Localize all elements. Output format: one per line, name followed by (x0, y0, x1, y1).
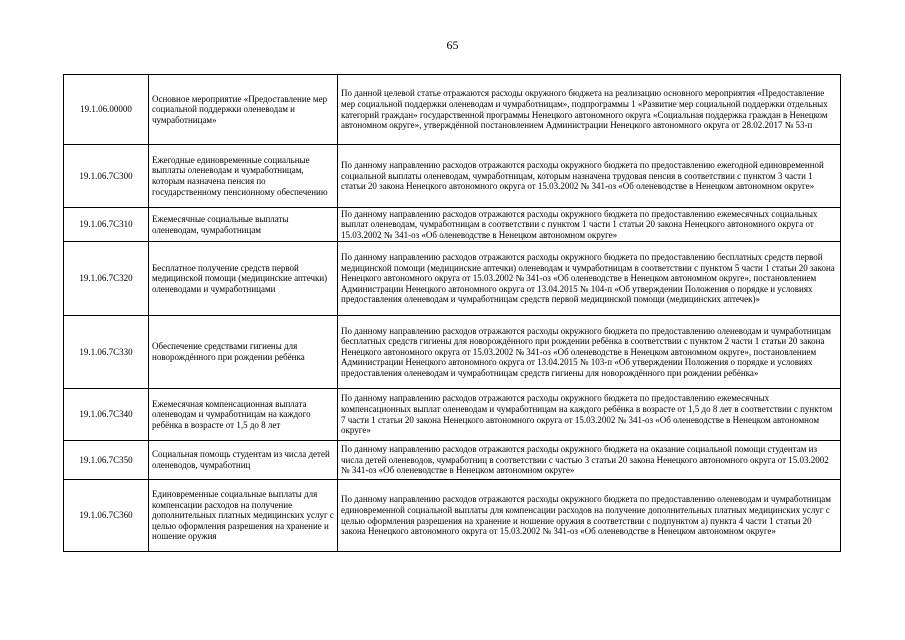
row-name: Обеспечение средствами гигиены для новорождённого при рождении ребёнка (149, 316, 338, 389)
row-code: 19.1.06.7С340 (64, 389, 149, 441)
table-row (64, 242, 841, 316)
row-description: По данному направлению расходов отражаются расходы окружного бюджета по предоставлению ежегодной единовременной социальной выплаты оленеводам, чумработницам, которым назначена трудовая пенсия в соответствии с пунктом 3 части 1 статьи 20 закона Ненецкого автономного округа от 15.03.2002 № 341-оз «Об оленеводстве в Ненецком автономном округе» (338, 145, 841, 208)
budget-codes-table (63, 74, 841, 552)
row-name: Бесплатное получение средств первой медицинской помощи (медицинские аптечки) оленеводами и чумработницами (149, 242, 338, 316)
row-description: По данной целевой статье отражаются расходы окружного бюджета на реализацию основного мероприятия «Предоставление мер социальной поддержки оленеводам и чумработницам», подпрограммы 1 «Развитие мер социальной поддержки отдельных категорий граждан» государственной программы Ненецкого автономного округа «Социальная поддержка граждан в Ненецком автономном округе», утверждённой постановлением Администрации Ненецкого автономного округа от 28.02.2017 № 53-п (338, 75, 841, 145)
row-description: По данному направлению расходов отражаются расходы окружного бюджета по предоставлению ежемесячных социальных выплат оленеводам, чумработницам в соответствии с пунктом 1 части 1 статьи 20 закона Ненецкого автономного округа от 15.03.2002 № 341-оз «Об оленеводстве в Ненецком автономном округе» (338, 208, 841, 242)
row-description: По данному направлению расходов отражаются расходы окружного бюджета по предоставлению оленеводам и чумработницам единовременной социальной выплаты для компенсации расходов на получение дополнительных платных медицинских услуг с целью оформления разрешения на хранение и ношение оружия в соответствии с подпунктом а) пункта 4 части 1 статьи 20 закона Ненецкого автономного округа от 15.03.2002 № 341-оз «Об оленеводстве в Ненецком автономном округе» (338, 480, 841, 552)
row-code: 19.1.06.7С360 (64, 480, 149, 552)
row-name: Основное мероприятие «Предоставление мер социальной поддержки оленеводам и чумработницам» (149, 75, 338, 145)
row-code: 19.1.06.7С320 (64, 242, 149, 316)
table-row (64, 441, 841, 480)
row-name: Социальная помощь студентам из числа детей оленеводов, чумработниц (149, 441, 338, 480)
table-row (64, 208, 841, 242)
row-code: 19.1.06.00000 (64, 75, 149, 145)
row-description: По данному направлению расходов отражаются расходы окружного бюджета по предоставлению ежемесячных компенсационных выплат оленеводам и чумработницам на каждого ребёнка в возрасте от 1,5 до 8 лет в соответствии с пунктом 7 части 1 статьи 20 закона Ненецкого автономного округа от 15.03.2002 № 341-оз «Об оленеводстве в Ненецком автономном округе» (338, 389, 841, 441)
row-code: 19.1.06.7С310 (64, 208, 149, 242)
row-description: По данному направлению расходов отражаются расходы окружного бюджета по предоставлению бесплатных средств первой медицинской помощи (медицинские аптечки) оленеводам и чумработницам в соответствии с пунктом 5 части 1 статьи 20 закона Ненецкого автономного округа от 15.03.2002 № 341-оз «Об оленеводстве в Ненецком автономном округе», постановлением Администрации Ненецкого автономного округа от 13.04.2015 № 104-п «Об утверждении Положения о порядке и условиях предоставления оленеводам и чумработницам средств первой медицинской помощи (медицинских аптечек)» (338, 242, 841, 316)
row-name: Единовременные социальные выплаты для компенсации расходов на получение дополнительных платных медицинских услуг с целью оформления разрешения на хранение и ношение оружия (149, 480, 338, 552)
row-description: По данному направлению расходов отражаются расходы окружного бюджета на оказание социальной помощи студентам из числа детей оленеводов, чумработниц в соответствии с частью 3 статьи 20 закона Ненецкого автономного округа от 15.03.2002 № 341-оз «Об оленеводстве в Ненецком автономном округе» (338, 441, 841, 480)
table-row (64, 316, 841, 389)
row-description: По данному направлению расходов отражаются расходы окружного бюджета по предоставлению оленеводам и чумработницам бесплатных средств гигиены для новорождённого при рождении ребёнка в соответствии с пунктом 2 части 1 статьи 20 закона Ненецкого автономного округа от 15.03.2002 № 341-оз «Об оленеводстве в Ненецком автономном округе», постановлением Администрации Ненецкого автономного округа от 13.04.2015 № 103-п «Об утверждении Положения о порядке и условиях предоставления оленеводам и чумработницам средств гигиены для новорождённого при рождении ребёнка» (338, 316, 841, 389)
page-number: 65 (446, 38, 459, 52)
row-name: Ежегодные единовременные социальные выплаты оленеводам и чумработницам, которым назначена пенсия по государственному пенсионному обеспечению (149, 145, 338, 208)
row-code: 19.1.06.7С300 (64, 145, 149, 208)
table-row (64, 75, 841, 145)
table-row (64, 145, 841, 208)
row-name: Ежемесячные социальные выплаты оленеводам, чумработницам (149, 208, 338, 242)
row-code: 19.1.06.7С330 (64, 316, 149, 389)
table-row (64, 389, 841, 441)
row-code: 19.1.06.7С350 (64, 441, 149, 480)
table-row (64, 480, 841, 552)
row-name: Ежемесячная компенсационная выплата оленеводам и чумработницам на каждого ребёнка в возрасте от 1,5 до 8 лет (149, 389, 338, 441)
